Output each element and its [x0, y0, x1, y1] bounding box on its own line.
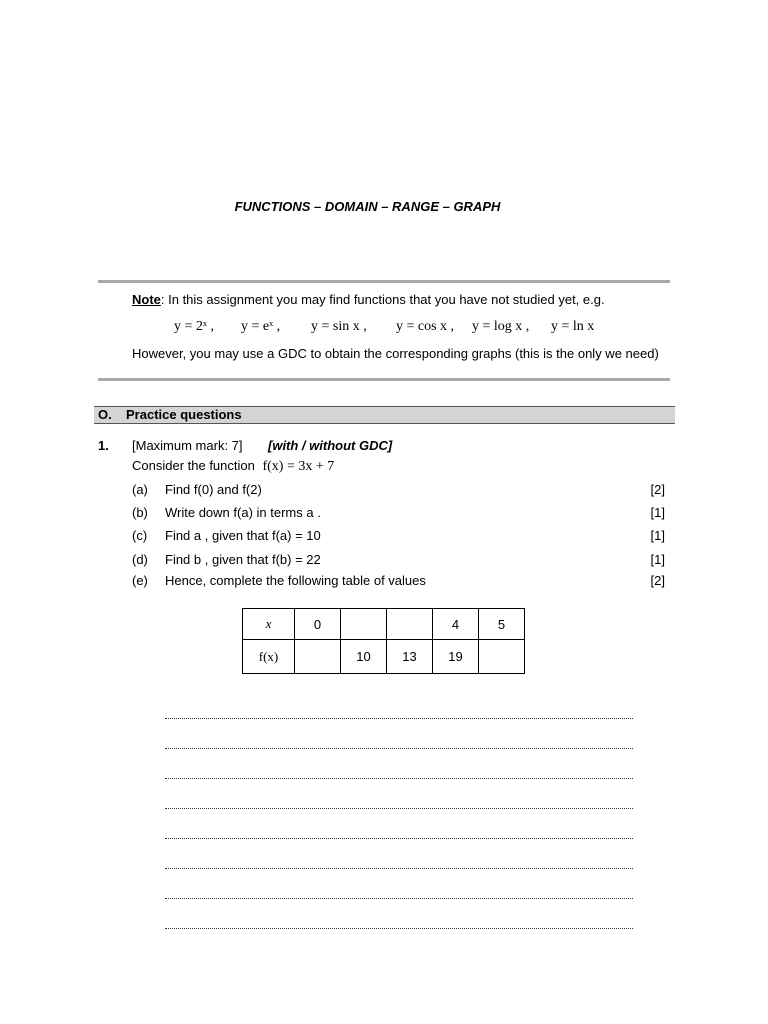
note-top-divider — [98, 280, 670, 283]
table-cell — [387, 609, 433, 640]
table-cell: 4 — [433, 609, 479, 640]
part-a-marks: [2] — [650, 482, 665, 497]
part-e-text: Hence, complete the following table of values — [165, 573, 426, 588]
answer-line[interactable] — [165, 928, 633, 929]
values-table — [242, 608, 525, 674]
question-intro-line — [132, 458, 334, 475]
note-text: : In this assignment you may find functions that you have not studied yet, e.g. — [160, 292, 605, 307]
section-header — [94, 406, 675, 424]
part-a-label: (a) — [132, 482, 148, 497]
table-cell — [341, 609, 387, 640]
answer-line[interactable] — [165, 868, 633, 869]
table-cell — [295, 640, 341, 674]
section-title: Practice questions — [126, 407, 242, 422]
part-c-marks: [1] — [650, 528, 665, 543]
part-d-text: Find b , given that f(b) = 22 — [165, 552, 321, 567]
table-row — [243, 609, 525, 640]
part-e-label: (e) — [132, 573, 148, 588]
question-number: 1. — [98, 438, 109, 453]
part-b-text: Write down f(a) in terms a . — [165, 505, 321, 520]
note-footer: However, you may use a GDC to obtain the corresponding graphs (this is the only we need) — [132, 346, 659, 361]
question-intro: Consider the function — [132, 458, 255, 473]
table-header-fx: f(x) — [243, 640, 295, 674]
example-function-2: y = eˣ , — [241, 319, 281, 334]
answer-line[interactable] — [165, 898, 633, 899]
note-bottom-divider — [98, 378, 670, 381]
answer-line[interactable] — [165, 838, 633, 839]
section-number: O. — [98, 407, 112, 422]
page-title: FUNCTIONS – DOMAIN – RANGE – GRAPH — [234, 199, 501, 214]
note-line — [132, 292, 605, 307]
part-d-label: (d) — [132, 552, 148, 567]
part-d-marks: [1] — [650, 552, 665, 567]
example-function-5: y = log x , — [472, 319, 530, 334]
answer-line[interactable] — [165, 778, 633, 779]
question-max-mark: [Maximum mark: 7] — [132, 438, 243, 453]
example-function-3: y = sin x , — [311, 319, 367, 334]
example-function-1: y = 2ˣ , — [174, 319, 214, 334]
table-cell: 5 — [479, 609, 525, 640]
note-label: Note — [132, 292, 161, 307]
part-b-label: (b) — [132, 505, 148, 520]
part-b-marks: [1] — [650, 505, 665, 520]
answer-line[interactable] — [165, 808, 633, 809]
question-gdc-note: [with / without GDC] — [268, 438, 393, 453]
table-row — [243, 640, 525, 674]
table-cell — [479, 640, 525, 674]
answer-line[interactable] — [165, 718, 633, 719]
example-function-4: y = cos x , — [396, 319, 455, 334]
part-c-text: Find a , given that f(a) = 10 — [165, 528, 321, 543]
table-cell: 19 — [433, 640, 479, 674]
part-e-marks: [2] — [650, 573, 665, 588]
question-function: f(x) = 3x + 7 — [262, 459, 335, 474]
table-cell: 0 — [295, 609, 341, 640]
part-c-label: (c) — [132, 528, 148, 543]
part-a-text: Find f(0) and f(2) — [165, 482, 262, 497]
table-cell: 10 — [341, 640, 387, 674]
table-header-x: x — [243, 609, 295, 640]
table-cell: 13 — [387, 640, 433, 674]
answer-line[interactable] — [165, 748, 633, 749]
example-function-6: y = ln x — [551, 319, 595, 334]
